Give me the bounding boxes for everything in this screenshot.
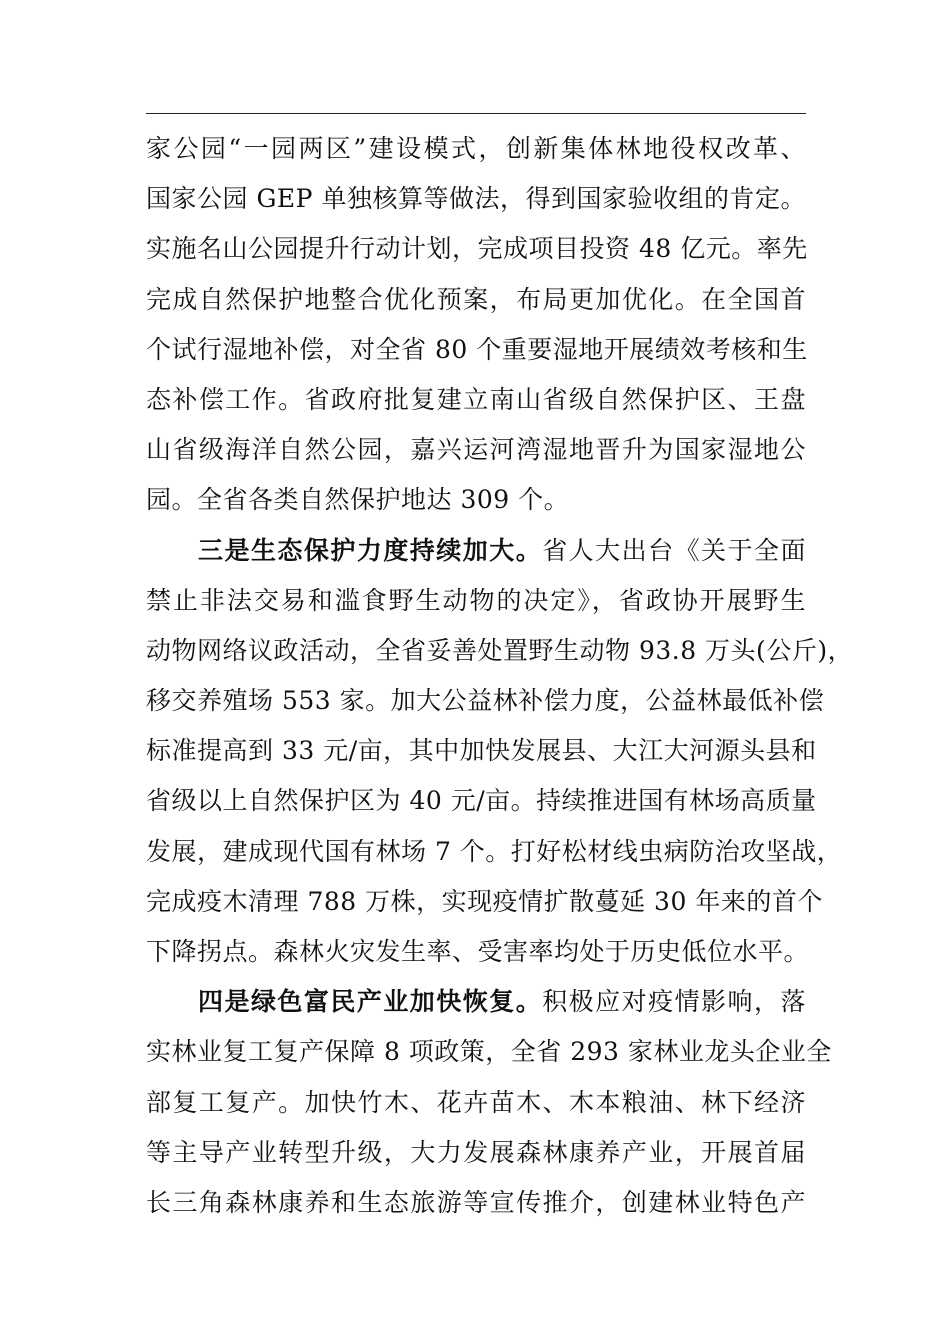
paragraph-3-line-5: 长三角森林康养和生态旅游等宣传推介，创建林业特色产 (146, 1187, 806, 1217)
document-body (146, 124, 854, 1228)
paragraph-2-line-9: 下降拐点。森林火灾发生率、受害率均处于历史低位水平。 (146, 937, 810, 966)
paragraph-3-line-1 (146, 977, 806, 1027)
paragraph-3-lead: 四是绿色富民产业加快恢复。 (198, 987, 543, 1017)
paragraph-1-line-1: 家公园“一园两区”建设模式，创新集体林地役权改革、 (146, 134, 806, 163)
paragraph-2-lead: 三是生态保护力度持续加大。 (198, 535, 543, 565)
paragraph-2-line-6: 省级以上自然保护区为 40 元/亩。持续推进国有林场高质量 (146, 786, 817, 816)
paragraph-2-line-5: 标准提高到 33 元/亩，其中加快发展县、大江大河源头县和 (146, 736, 817, 766)
header-divider (146, 113, 806, 114)
paragraph-2-first-line-rest: 省人大出台《关于全面 (542, 535, 806, 565)
paragraph-1-line-5: 个试行湿地补偿，对全省 80 个重要湿地开展绩效考核和生 (146, 334, 808, 364)
paragraph-1-line-8: 园。全省各类自然保护地达 309 个。 (146, 485, 570, 515)
paragraph-2-line-7: 发展，建成现代国有林场 7 个。打好松材线虫病防治攻坚战， (146, 836, 843, 866)
paragraph-3-line-3: 部复工复产。加快竹木、花卉苗木、木本粮油、林下经济 (146, 1087, 806, 1117)
paragraph-3-line-2: 实林业复工复产保障 8 项政策，全省 293 家林业龙头企业全 (146, 1037, 832, 1067)
paragraph-1-line-2: 国家公园 GEP 单独核算等做法，得到国家验收组的肯定。 (146, 184, 806, 214)
paragraph-3-line-4: 等主导产业转型升级，大力发展森林康养产业，开展首届 (146, 1137, 806, 1167)
paragraph-1-line-3: 实施名山公园提升行动计划，完成项目投资 48 亿元。率先 (146, 234, 808, 264)
paragraph-2-line-4: 移交养殖场 553 家。加大公益林补偿力度，公益林最低补偿 (146, 686, 825, 716)
paragraph-3-first-line-rest: 积极应对疫情影响，落 (542, 987, 806, 1017)
paragraph-2-line-3: 动物网络议政活动，全省妥善处置野生动物 93.8 万头(公斤)， (146, 635, 854, 665)
paragraph-1-line-4: 完成自然保护地整合优化预案，布局更加优化。在全国首 (146, 284, 806, 314)
paragraph-1-line-7: 山省级海洋自然公园，嘉兴运河湾湿地晋升为国家湿地公 (146, 435, 806, 465)
paragraph-1-line-6: 态补偿工作。省政府批复建立南山省级自然保护区、王盘 (146, 384, 806, 414)
paragraph-2-line-2: 禁止非法交易和滥食野生动物的决定》，省政协开展野生 (146, 585, 806, 615)
paragraph-2-line-8: 完成疫木清理 788 万株，实现疫情扩散蔓延 30 年来的首个 (146, 886, 823, 916)
paragraph-2-line-1 (146, 526, 806, 576)
